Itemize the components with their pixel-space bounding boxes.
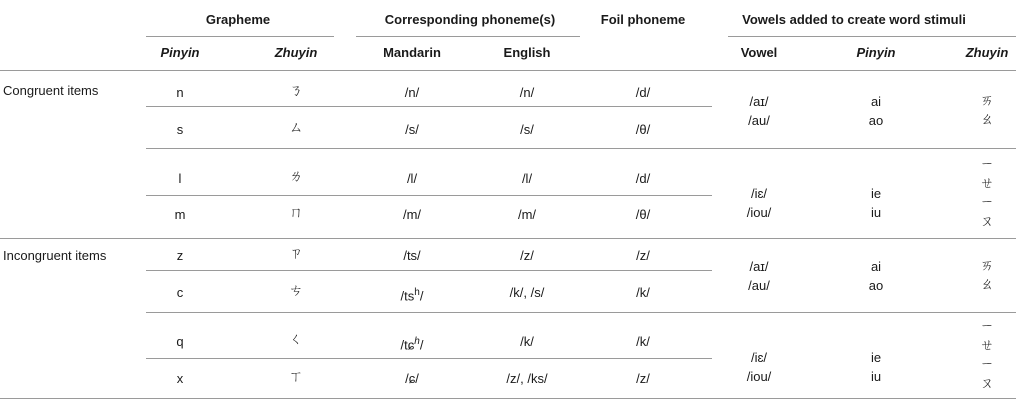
row-rule bbox=[146, 358, 712, 359]
phoneme-underline bbox=[356, 36, 580, 37]
row-rule bbox=[146, 270, 712, 271]
cell-english: /l/ bbox=[521, 171, 533, 186]
aspiration-superscript: h bbox=[414, 336, 420, 347]
cell-zhuyin: ㄘ bbox=[289, 283, 303, 299]
cell-pinyin: z bbox=[176, 248, 184, 263]
vowel-zhuyin-list bbox=[980, 156, 994, 232]
cell-foil: /z/ bbox=[636, 371, 650, 386]
vowel-list bbox=[747, 184, 772, 222]
cell-pinyin: n bbox=[176, 85, 184, 100]
vowel-pinyin: ao bbox=[868, 113, 884, 128]
cell-english: /z/ bbox=[520, 248, 534, 263]
vowel-zhuyin: ㄞ bbox=[980, 93, 994, 109]
header-vowels-added: Vowels added to create word stimuli bbox=[742, 12, 966, 27]
row-rule bbox=[146, 195, 712, 196]
vowel-zhuyin-list bbox=[980, 92, 994, 130]
group-label-incongruent: Incongruent items bbox=[3, 248, 107, 263]
vowel-zhuyin-list bbox=[980, 318, 994, 394]
vowel-pinyin-list bbox=[871, 348, 881, 386]
cell-mandarin: /l/ bbox=[406, 171, 418, 186]
cell-zhuyin: ㄙ bbox=[289, 120, 303, 136]
vowel-zhuyin: ㄧ bbox=[980, 357, 994, 373]
header-pinyin-vowel: Pinyin bbox=[856, 45, 896, 60]
cell-mandarin bbox=[401, 285, 424, 304]
mandarin-end: / bbox=[419, 337, 424, 353]
vowel-zhuyin: ㄧ bbox=[980, 157, 994, 173]
cell-foil: /θ/ bbox=[635, 122, 651, 137]
cell-english: /k/ bbox=[520, 334, 534, 349]
cell-english: /z/, /ks/ bbox=[506, 371, 548, 386]
cell-foil: /z/ bbox=[636, 248, 650, 263]
vowel-item: /au/ bbox=[748, 278, 770, 293]
vowel-item: /aɪ/ bbox=[749, 259, 769, 274]
cell-mandarin: /ts/ bbox=[403, 248, 421, 263]
header-corresponding-phonemes: Corresponding phoneme(s) bbox=[384, 12, 556, 27]
bottom-rule bbox=[0, 398, 1016, 399]
cell-zhuyin: ㄇ bbox=[289, 205, 303, 221]
vowel-pinyin: ai bbox=[870, 94, 882, 109]
vowel-item: /iou/ bbox=[746, 369, 772, 384]
group-label-congruent: Congruent items bbox=[3, 83, 99, 98]
cell-mandarin bbox=[401, 334, 424, 353]
cell-zhuyin: ㄌ bbox=[289, 169, 303, 185]
cell-zhuyin: ㄋ bbox=[289, 83, 303, 99]
vowel-item: /iɛ/ bbox=[750, 186, 768, 201]
vowel-zhuyin: ㄠ bbox=[980, 277, 994, 293]
vowel-zhuyin: ㄝ bbox=[980, 176, 994, 192]
cell-pinyin: m bbox=[174, 207, 186, 222]
cell-pinyin: l bbox=[178, 171, 182, 186]
row-rule bbox=[146, 106, 712, 107]
cell-pinyin: s bbox=[176, 122, 184, 137]
vowel-list bbox=[748, 92, 770, 130]
vowel-pinyin: ai bbox=[870, 259, 882, 274]
vowel-item: /aɪ/ bbox=[749, 94, 769, 109]
vowel-zhuyin: ㄞ bbox=[980, 258, 994, 274]
header-foil-phoneme: Foil phoneme bbox=[600, 12, 686, 27]
mandarin-base: /tɕ bbox=[400, 337, 415, 353]
vowel-list bbox=[747, 348, 772, 386]
header-zhuyin: Zhuyin bbox=[274, 45, 318, 60]
vowel-zhuyin: ㄝ bbox=[980, 338, 994, 354]
vowel-zhuyin: ㄧ bbox=[980, 195, 994, 211]
vowel-pinyin-list bbox=[869, 257, 883, 295]
cell-foil: /d/ bbox=[635, 85, 651, 100]
header-grapheme: Grapheme bbox=[205, 12, 271, 27]
cell-mandarin: /n/ bbox=[404, 85, 420, 100]
cell-english: /s/ bbox=[520, 122, 534, 137]
cell-foil: /d/ bbox=[635, 171, 651, 186]
vowel-pinyin: ie bbox=[870, 186, 882, 201]
vowels-underline bbox=[728, 36, 1016, 37]
cell-foil: /k/ bbox=[636, 285, 650, 300]
cell-english: /m/ bbox=[517, 207, 537, 222]
cell-english: /k/, /s/ bbox=[509, 285, 545, 300]
cell-foil: /θ/ bbox=[635, 207, 651, 222]
cell-pinyin: x bbox=[176, 371, 184, 386]
cell-pinyin: q bbox=[176, 334, 184, 349]
header-mandarin: Mandarin bbox=[383, 45, 441, 60]
aspiration-superscript: h bbox=[414, 287, 420, 298]
cell-mandarin: /ɕ/ bbox=[405, 371, 419, 386]
cell-english: /n/ bbox=[519, 85, 535, 100]
vowel-zhuyin: ㄡ bbox=[980, 376, 994, 392]
vowel-pinyin: iu bbox=[870, 369, 882, 384]
vowel-pinyin-list bbox=[871, 184, 881, 222]
header-vowel: Vowel bbox=[740, 45, 778, 60]
vowel-item: /iɛ/ bbox=[750, 350, 768, 365]
set-rule bbox=[146, 148, 1016, 149]
vowel-list bbox=[748, 257, 770, 295]
vowel-pinyin: iu bbox=[870, 205, 882, 220]
cell-zhuyin: ㄒ bbox=[289, 369, 303, 385]
group-rule bbox=[0, 238, 1016, 239]
vowel-zhuyin: ㄠ bbox=[980, 112, 994, 128]
mandarin-base: /ts bbox=[400, 288, 415, 304]
vowel-pinyin: ao bbox=[868, 278, 884, 293]
cell-zhuyin: ㄑ bbox=[289, 332, 303, 348]
vowel-pinyin-list bbox=[869, 92, 883, 130]
header-rule bbox=[0, 70, 1016, 71]
set-rule bbox=[146, 312, 1016, 313]
cell-mandarin: /m/ bbox=[402, 207, 422, 222]
vowel-zhuyin-list bbox=[980, 257, 994, 295]
cell-foil: /k/ bbox=[636, 334, 650, 349]
vowel-zhuyin: ㄡ bbox=[980, 214, 994, 230]
vowel-item: /au/ bbox=[748, 113, 770, 128]
grapheme-underline bbox=[146, 36, 334, 37]
header-english: English bbox=[503, 45, 551, 60]
mandarin-end: / bbox=[419, 288, 424, 304]
vowel-zhuyin: ㄧ bbox=[980, 319, 994, 335]
vowel-pinyin: ie bbox=[870, 350, 882, 365]
cell-zhuyin: ㄗ bbox=[289, 246, 303, 262]
vowel-item: /iou/ bbox=[746, 205, 772, 220]
cell-mandarin: /s/ bbox=[405, 122, 419, 137]
header-pinyin: Pinyin bbox=[160, 45, 200, 60]
cell-pinyin: c bbox=[176, 285, 184, 300]
header-zhuyin-vowel: Zhuyin bbox=[965, 45, 1009, 60]
